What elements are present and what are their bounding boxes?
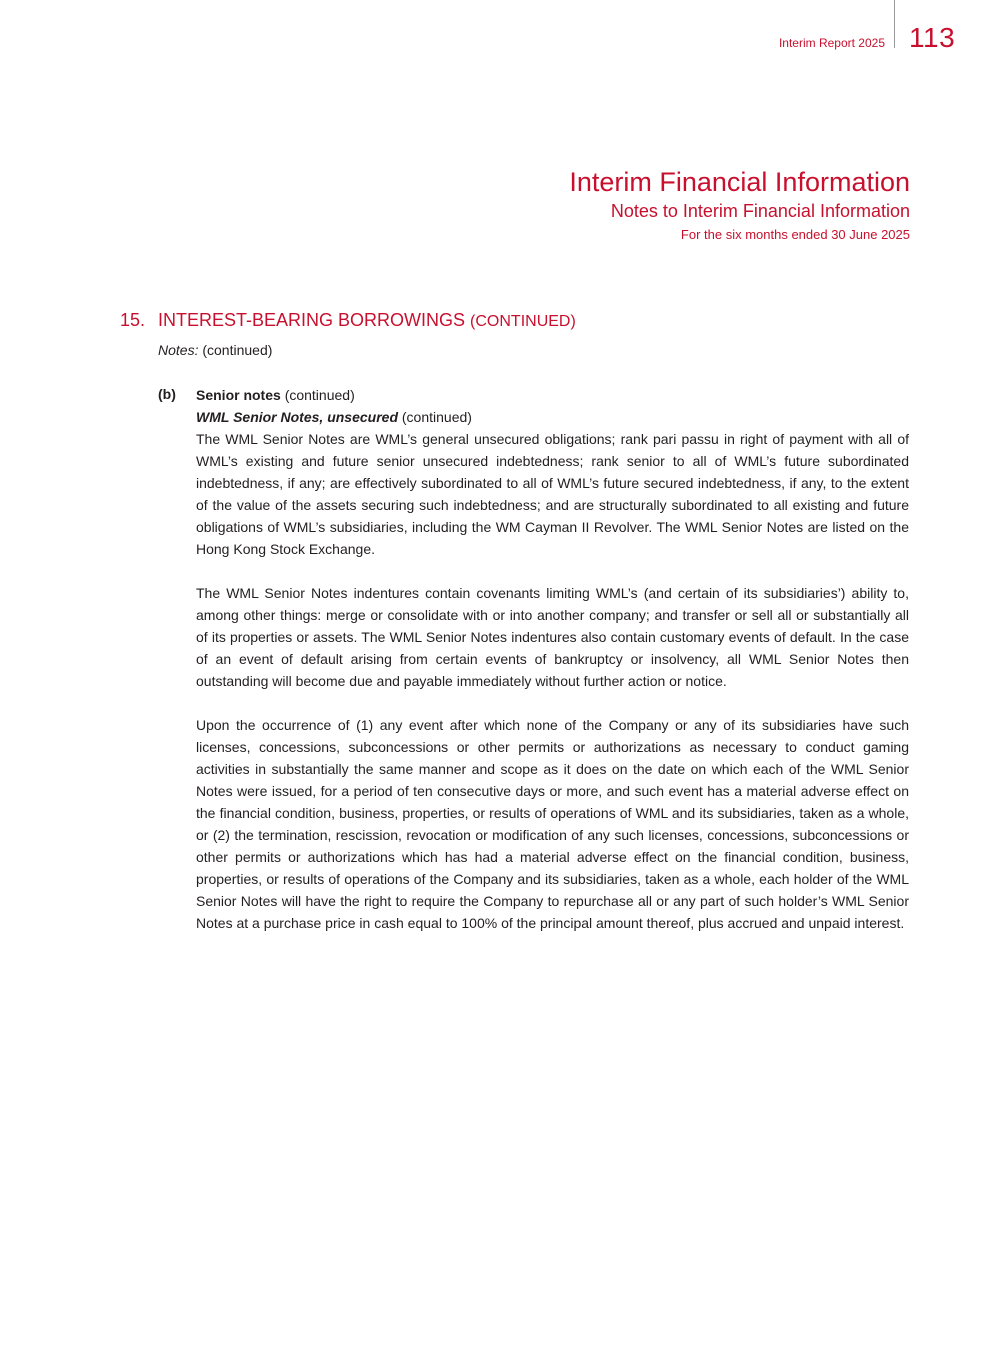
section-number: 15. [120,310,146,330]
subsection-title-continued: (continued) [284,387,355,403]
notes-label: Notes: [158,342,199,358]
reporting-period: For the six months ended 30 June 2025 [680,227,910,242]
paragraph-ranking: The WML Senior Notes are WML’s general unsecured obligations; rank pari passu in right of payment with all of WML’s existing and future senior unsecured indebtedness; rank senior to all of WML’s future subordinated indebtedness, if any; are effectively subordinated to all of WML’s future secured indebtedness, if any, to the extent of the value of the assets securing such indebtedness; and are structurally subordinated to all existing and future obligations of WML’s subsidiaries, including the WM Cayman II Revolver. The WML Senior Notes are listed on the Hong Kong Stock Exchange. [196,431,909,557]
notes-line [158,340,272,360]
paragraph-repurchase: Upon the occurrence of (1) any event after which none of the Company or any of its subsidiaries have such licenses, concessions, subconcessions or other permits or authorizations as necessary to conduct gaming activities in substantially the same manner and scope as it does on the date on which each of the WML Senior Notes were issued, for a period of ten consecutive days or more, and such event has a material adverse effect on the financial condition, business, properties, or results of operations of WML and its subsidiaries, taken as a whole, or (2) the termination, rescission, revocation or modification of any such licenses, concessions, subconcessions or other permits or authorizations which has had a material adverse effect on the financial condition, business, properties, or results of operations of the Company and its subsidiaries, taken as a whole, each holder of the WML Senior Notes will have the right to require the Company to repurchase all or any part of such holder’s WML Senior Notes at a purchase price in cash equal to 100% of the principal amount thereof, plus accrued and unpaid interest. [196,717,909,931]
page-subtitle: Notes to Interim Financial Information [610,201,910,221]
section-continued: (CONTINUED) [470,313,576,330]
subsection-title: Senior notes [196,387,281,403]
subsection-subtitle: WML Senior Notes, unsecured [196,409,398,425]
section-heading [120,310,576,331]
title-block [569,166,910,246]
subsection-subtitle-continued: (continued) [401,409,472,425]
section-title: INTEREST-BEARING BORROWINGS [158,310,466,330]
note-body [196,384,909,934]
subsection-label: (b) [158,386,176,402]
page-title: Interim Financial Information [569,167,910,197]
page-number: 113 [909,22,956,53]
header-divider [894,0,895,48]
subsection-subtitle-line [196,406,909,428]
report-name: Interim Report 2025 [778,36,885,50]
paragraph-covenants: The WML Senior Notes indentures contain covenants limiting WML’s (and certain of its subsidiaries’) ability to, among other things: merge or consolidate with or into another company; and transfer or sell all or substantially all of its properties or assets. The WML Senior Notes indentures also contain customary events of default. In the case of an event of default arising from certain events of bankruptcy or insolvency, all WML Senior Notes then outstanding will become due and payable immediately without further action or notice. [196,585,909,689]
subsection-title-line [196,384,909,406]
notes-continued: (continued) [202,342,273,358]
